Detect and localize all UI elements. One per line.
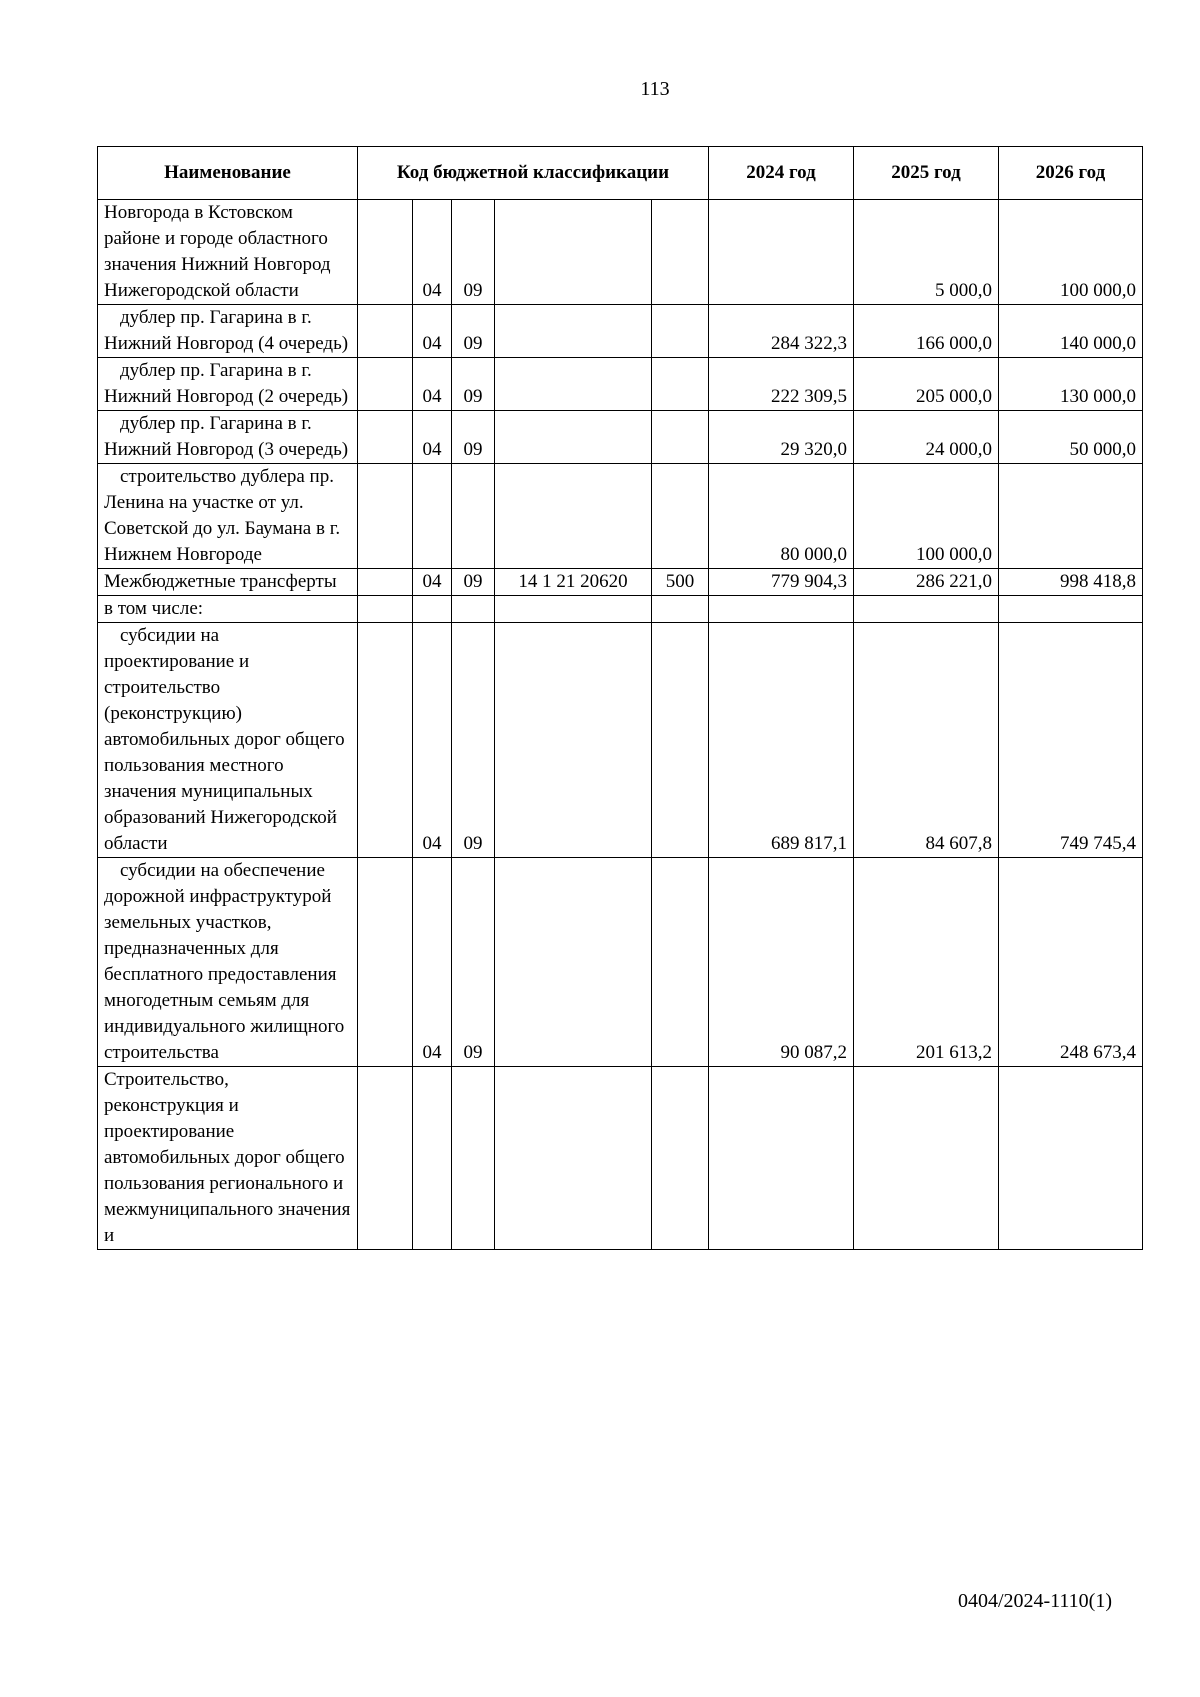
value-2026: 140 000,0: [999, 305, 1143, 358]
code-target-article: 14 1 21 20620: [495, 569, 652, 596]
code-target-article: [495, 596, 652, 623]
value-2026: [999, 596, 1143, 623]
value-2025: 286 221,0: [854, 569, 999, 596]
value-2026: [999, 464, 1143, 569]
code-section: 04: [413, 358, 452, 411]
value-2024: 80 000,0: [709, 464, 854, 569]
code-section: 04: [413, 305, 452, 358]
code-part-1: [358, 623, 413, 858]
row-name: Межбюджетные трансферты: [98, 569, 358, 596]
row-name: субсидии на проектирование и строительство (реконструкцию) автомобильных дорог общего пользования местного значения муниципальных образований Нижегородской области: [98, 623, 358, 858]
table-row: [98, 464, 1143, 569]
code-section: 04: [413, 411, 452, 464]
value-2025: 84 607,8: [854, 623, 999, 858]
table-row: [98, 411, 1143, 464]
budget-table: [97, 146, 1143, 1250]
code-expense-type: [652, 596, 709, 623]
value-2026: 998 418,8: [999, 569, 1143, 596]
value-2026: 749 745,4: [999, 623, 1143, 858]
row-name: в том числе:: [98, 596, 358, 623]
code-expense-type: [652, 411, 709, 464]
header-budget-code: Код бюджетной классификации: [358, 147, 709, 200]
row-name: Строительство, реконструкция и проектирование автомобильных дорог общего пользования регионального и межмуниципального значения и: [98, 1067, 358, 1250]
value-2024: 29 320,0: [709, 411, 854, 464]
table-row: [98, 569, 1143, 596]
code-expense-type: [652, 623, 709, 858]
page-number: 113: [640, 78, 670, 100]
code-target-article: [495, 358, 652, 411]
code-section: [413, 464, 452, 569]
code-expense-type: [652, 1067, 709, 1250]
value-2025: [854, 596, 999, 623]
code-subsection: [452, 464, 495, 569]
code-expense-type: [652, 305, 709, 358]
code-subsection: 09: [452, 623, 495, 858]
row-name: строительство дублера пр. Ленина на участке от ул. Советской до ул. Баумана в г. Нижнем Новгороде: [98, 464, 358, 569]
header-row: [98, 147, 1143, 200]
code-part-1: [358, 411, 413, 464]
value-2026: 100 000,0: [999, 200, 1143, 305]
code-subsection: 09: [452, 858, 495, 1067]
code-subsection: 09: [452, 200, 495, 305]
row-name: дублер пр. Гагарина в г. Нижний Новгород (4 очередь): [98, 305, 358, 358]
code-target-article: [495, 623, 652, 858]
code-target-article: [495, 858, 652, 1067]
value-2025: 100 000,0: [854, 464, 999, 569]
header-2024: 2024 год: [709, 147, 854, 200]
code-subsection: 09: [452, 305, 495, 358]
header-name: Наименование: [98, 147, 358, 200]
value-2025: 166 000,0: [854, 305, 999, 358]
code-subsection: 09: [452, 358, 495, 411]
value-2025: 5 000,0: [854, 200, 999, 305]
value-2024: [709, 200, 854, 305]
value-2024: 222 309,5: [709, 358, 854, 411]
value-2025: [854, 1067, 999, 1250]
row-name: субсидии на обеспечение дорожной инфраструктурой земельных участков, предназначенных для бесплатного предоставления многодетным семьям для индивидуального жилищного строительства: [98, 858, 358, 1067]
header-2026: 2026 год: [999, 147, 1143, 200]
code-part-1: [358, 569, 413, 596]
value-2025: 24 000,0: [854, 411, 999, 464]
code-target-article: [495, 464, 652, 569]
table-body: [98, 200, 1143, 1250]
document-code: 0404/2024-1110(1): [957, 1590, 1112, 1612]
value-2025: 205 000,0: [854, 358, 999, 411]
value-2026: 130 000,0: [999, 358, 1143, 411]
value-2024: [709, 1067, 854, 1250]
code-subsection: [452, 596, 495, 623]
code-part-1: [358, 464, 413, 569]
value-2025: 201 613,2: [854, 858, 999, 1067]
value-2024: 90 087,2: [709, 858, 854, 1067]
table-row: [98, 858, 1143, 1067]
table-row: [98, 358, 1143, 411]
value-2024: [709, 596, 854, 623]
code-section: [413, 596, 452, 623]
code-part-1: [358, 596, 413, 623]
code-section: 04: [413, 200, 452, 305]
value-2026: 50 000,0: [999, 411, 1143, 464]
code-part-1: [358, 200, 413, 305]
code-expense-type: [652, 358, 709, 411]
code-section: [413, 1067, 452, 1250]
code-expense-type: [652, 200, 709, 305]
code-expense-type: [652, 464, 709, 569]
code-target-article: [495, 1067, 652, 1250]
code-part-1: [358, 858, 413, 1067]
code-subsection: 09: [452, 569, 495, 596]
code-subsection: 09: [452, 411, 495, 464]
table-row: [98, 623, 1143, 858]
value-2024: 284 322,3: [709, 305, 854, 358]
row-name: дублер пр. Гагарина в г. Нижний Новгород (2 очередь): [98, 358, 358, 411]
code-target-article: [495, 305, 652, 358]
code-section: 04: [413, 623, 452, 858]
value-2026: [999, 1067, 1143, 1250]
table-row: [98, 200, 1143, 305]
table-row: [98, 596, 1143, 623]
value-2024: 689 817,1: [709, 623, 854, 858]
code-section: 04: [413, 569, 452, 596]
code-expense-type: [652, 858, 709, 1067]
code-section: 04: [413, 858, 452, 1067]
table-row: [98, 1067, 1143, 1250]
value-2024: 779 904,3: [709, 569, 854, 596]
code-part-1: [358, 1067, 413, 1250]
table-row: [98, 305, 1143, 358]
code-target-article: [495, 411, 652, 464]
code-expense-type: 500: [652, 569, 709, 596]
code-subsection: [452, 1067, 495, 1250]
code-part-1: [358, 358, 413, 411]
code-target-article: [495, 200, 652, 305]
header-2025: 2025 год: [854, 147, 999, 200]
value-2026: 248 673,4: [999, 858, 1143, 1067]
row-name: дублер пр. Гагарина в г. Нижний Новгород (3 очередь): [98, 411, 358, 464]
row-name: Новгорода в Кстовском районе и городе областного значения Нижний Новгород Нижегородской области: [98, 200, 358, 305]
code-part-1: [358, 305, 413, 358]
